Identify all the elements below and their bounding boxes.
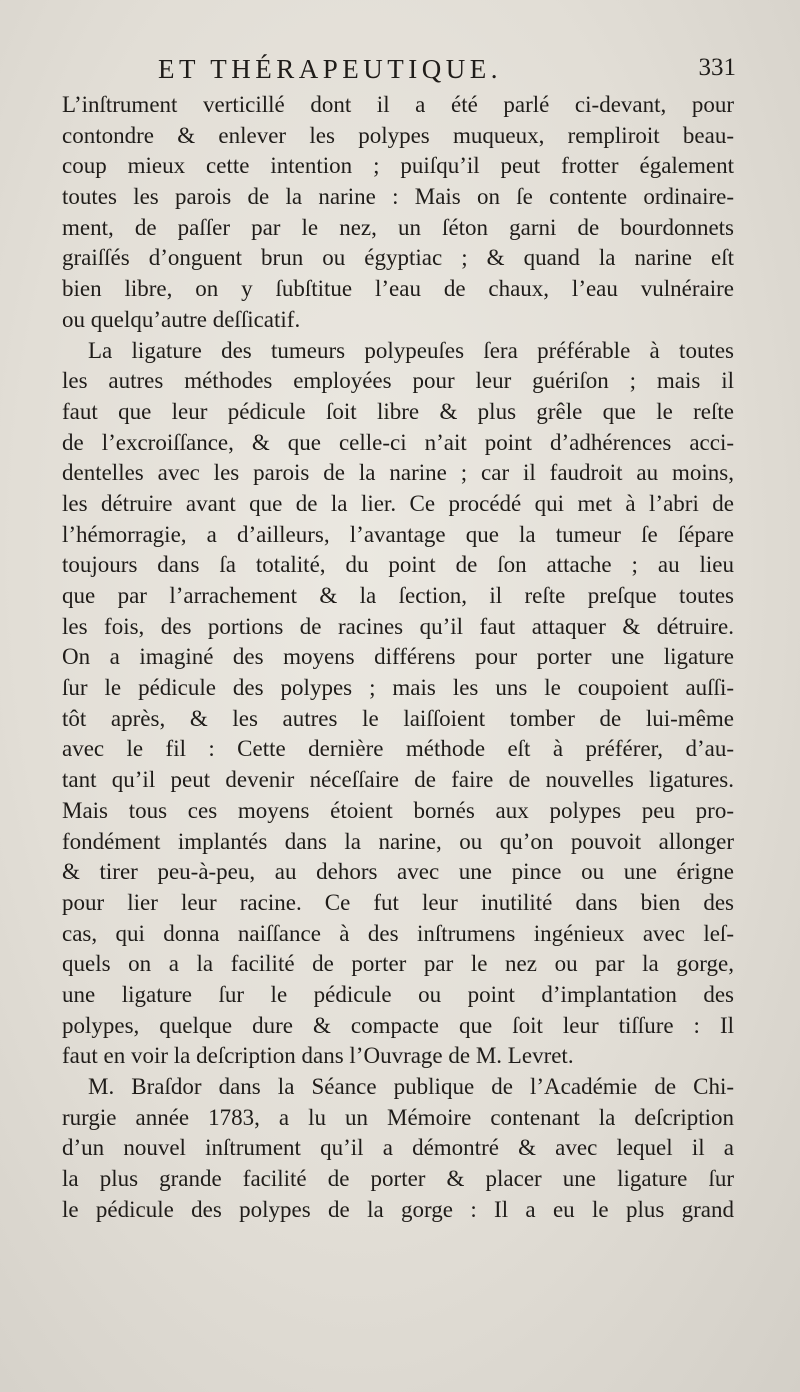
text-line: tôt après, & les autres le laiſſoient tomber de lui-même (62, 705, 734, 731)
text-line: La ligature des tumeurs polypeuſes ſera préférable à toutes (88, 337, 734, 363)
text-line: rurgie année 1783, a lu un Mémoire contenant la deſcription (62, 1104, 734, 1130)
text-line: d’un nouvel inſtrument qu’il a démontré & avec lequel il a (62, 1135, 734, 1161)
text-line: graiſſés d’onguent brun ou égyptiac ; & quand la narine eſt (62, 245, 734, 271)
running-title: ET THÉRAPEUTIQUE. (158, 54, 502, 84)
text-line: de l’excroiſſance, & que celle-ci n’ait point d’adhérences acci- (62, 429, 734, 455)
text-line: faut que leur pédicule ſoit libre & plus grêle que le reſte (62, 398, 734, 424)
text-line: cas, qui donna naiſſance à des inſtrumens ingénieux avec leſ- (62, 920, 734, 946)
text-line: que par l’arrachement & la ſection, il reſte preſque toutes (62, 583, 734, 608)
text-line: une ligature ſur le pédicule ou point d’implantation des (62, 981, 734, 1007)
text-line: L’inſtrument verticillé dont il a été parlé ci-devant, pour (62, 92, 734, 117)
text-line: toutes les parois de la narine : Mais on ſe contente ordinaire- (62, 184, 734, 210)
page-number: 331 (698, 54, 736, 81)
text-line: polypes, quelque dure & compacte que ſoit leur tiſſure : Il (62, 1012, 734, 1038)
text-line: Mais tous ces moyens étoient bornés aux polypes peu pro- (62, 797, 734, 823)
text-line: & tirer peu-à-peu, au dehors avec une pince ou une érigne (62, 859, 734, 885)
text-line: coup mieux cette intention ; puiſqu’il peut frotter également (62, 153, 734, 179)
text-line: tant qu’il peut devenir néceſſaire de faire de nouvelles ligatures. (62, 767, 734, 793)
text-line: ment, de paſſer par le nez, un ſéton garni de bourdonnets (62, 214, 734, 240)
text-line: fondément implantés dans la narine, ou qu’on pouvoit allonger (62, 828, 734, 854)
text-line: M. Braſdor dans la Séance publique de l’Académie de Chi- (88, 1074, 734, 1099)
body-text (62, 90, 734, 1225)
text-line: les détruire avant que de la lier. Ce procédé qui met à l’abri de (62, 490, 734, 516)
text-line: la plus grande facilité de porter & placer une ligature ſur (62, 1166, 734, 1192)
text-line: ſur le pédicule des polypes ; mais les uns le coupoient auſſi- (62, 675, 734, 701)
text-line: quels on a la facilité de porter par le nez ou par la gorge, (62, 951, 734, 977)
text-line: bien libre, on y ſubſtitue l’eau de chaux, l’eau vulnéraire (62, 276, 734, 302)
text-line: l’hémorragie, a d’ailleurs, l’avantage que la tumeur ſe ſépare (62, 521, 734, 547)
text-line: avec le fil : Cette dernière méthode eſt à préférer, d’au- (62, 736, 734, 762)
page-header (60, 50, 740, 90)
text-line: ou quelqu’autre deſſicatif. (62, 306, 301, 332)
text-line: les fois, des portions de racines qu’il faut attaquer & détruire. (62, 613, 734, 639)
text-line: contondre & enlever les polypes muqueux, rempliroit beau- (62, 122, 734, 148)
text-line: le pédicule des polypes de la gorge : Il a eu le plus grand (62, 1196, 734, 1222)
text-line: les autres méthodes employées pour leur guériſon ; mais il (62, 368, 734, 394)
text-line: dentelles avec les parois de la narine ; car il faudroit au moins, (62, 460, 734, 486)
text-line: toujours dans ſa totalité, du point de ſon attache ; au lieu (62, 552, 734, 578)
text-line: pour lier leur racine. Ce fut leur inutilité dans bien des (62, 889, 734, 915)
text-line: faut en voir la deſcription dans l’Ouvrage de M. Levret. (62, 1043, 574, 1069)
text-line: On a imaginé des moyens différens pour porter une ligature (62, 644, 734, 670)
